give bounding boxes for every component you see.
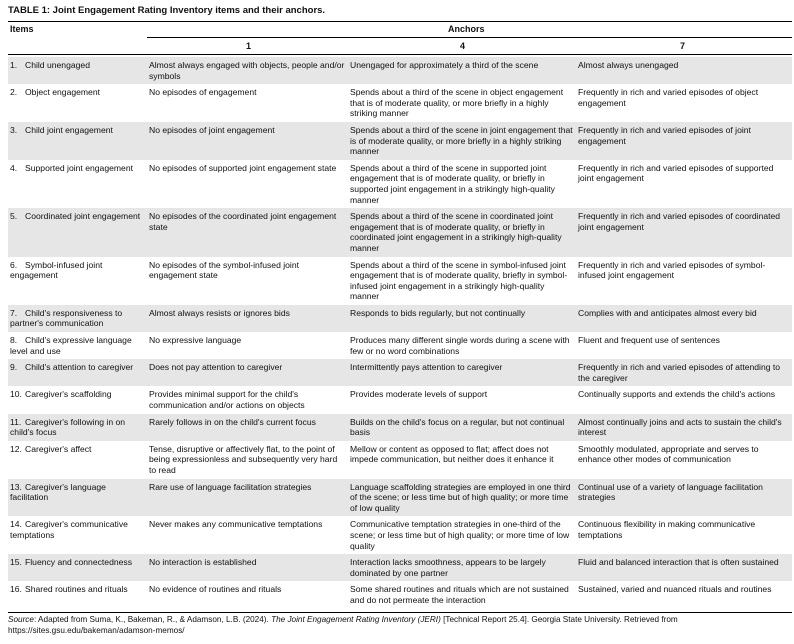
table-caption: TABLE 1: Joint Engagement Rating Inventory items and their anchors. [8, 5, 326, 16]
item-number: 16. [10, 584, 22, 595]
item-label: Child unengaged [25, 60, 90, 70]
item-cell [8, 332, 147, 359]
item-number: 11. [10, 416, 22, 427]
item-label: Symbol-infused joint engagement [10, 259, 103, 281]
anchor-4-cell: Intermittently pays attention to caregiver [348, 359, 576, 386]
source-suffix: [Technical Report 25.4]. Georgia State University. Retrieved from https://sites.gsu.edu/bakeman/adamson-memos/ [8, 615, 678, 635]
anchor-1-cell: No episodes of engagement [149, 87, 257, 98]
item-cell [8, 554, 147, 581]
item-cell [8, 581, 147, 608]
item-label: Child's expressive language level and use [10, 335, 132, 356]
table-body [8, 57, 792, 609]
anchor-1-cell: No episodes of the coordinated joint engagement state [147, 208, 348, 256]
table-row [8, 160, 792, 208]
table-row [8, 479, 792, 517]
anchor-7-cell: Frequently in rich and varied episodes of joint engagement [576, 122, 792, 160]
item-number: 9. [10, 362, 18, 373]
source-note [8, 615, 792, 636]
anchor-4-cell: Produces many different single words during a scene with few or no word combinations [350, 335, 570, 356]
item-cell [8, 479, 147, 517]
item-cell [8, 305, 147, 332]
table-row [8, 516, 792, 554]
item-label: Fluency and connectedness [25, 557, 133, 568]
item-cell [8, 122, 147, 160]
item-cell [8, 57, 147, 84]
anchor-7-cell: Complies with and anticipates almost every bid [576, 305, 792, 332]
anchor-1-cell: Provides minimal support for the child's communication and/or actions on objects [149, 389, 305, 411]
item-number: 7. [10, 307, 18, 318]
anchor-1-cell: Almost always engaged with objects, people and/or symbols [147, 57, 348, 84]
item-cell [8, 441, 147, 479]
item-number: 15. [10, 557, 22, 568]
item-label: Coordinated joint engagement [25, 211, 141, 222]
item-number: 3. [10, 124, 18, 135]
anchor-1-cell: No episodes of the symbol-infused joint engagement state [149, 259, 299, 281]
anchor-4-cell: Spends about a third of the scene in supported joint engagement that is of moderate quality, or briefly in supported joint engagement in a strikingly high-quality manner [350, 162, 555, 205]
anchors-header: Anchors [448, 24, 485, 34]
anchor-1-cell: Never makes any communicative temptations [149, 519, 323, 530]
table-row [8, 57, 792, 84]
anchor-1-cell: Tense, disruptive or affectively flat, to the point of being expressionless and subsequently very hard to read [149, 443, 338, 475]
anchor-4-header: 4 [460, 41, 466, 51]
bottom-rule [8, 612, 792, 613]
anchor-7-cell: Frequently in rich and varied episodes of symbol-infused joint engagement [578, 259, 766, 281]
anchor-7-cell: Fluent and frequent use of sentences [578, 335, 720, 346]
anchor-4-cell: Spends about a third of the scene in symbol-infused joint engagement that is of moderate quality, briefly in symbol-infused joint engagement in a strikingly high-quality manner [350, 259, 568, 302]
anchor-7-header: 7 [680, 41, 686, 51]
anchor-4-cell: Mellow or content as opposed to flat; affect does not impede communication, but neither does it enhance it [350, 443, 554, 465]
anchor-1-cell: No interaction is established [147, 554, 348, 581]
item-number: 12. [10, 443, 22, 454]
anchor-7-cell: Sustained, varied and nuanced rituals and routines [578, 584, 772, 595]
item-label: Caregiver's affect [25, 443, 92, 454]
item-cell [8, 359, 147, 386]
item-cell [8, 516, 147, 554]
anchor-4-cell: Interaction lacks smoothness, appears to be largely dominated by one partner [348, 554, 576, 581]
anchor-1-cell: No expressive language [149, 335, 242, 346]
item-label: Supported joint engagement [25, 162, 133, 173]
anchor-7-cell: Continual use of a variety of language facilitation strategies [576, 479, 792, 517]
source-title: The Joint Engagement Rating Inventory (JERI) [271, 615, 441, 624]
item-number: 6. [10, 259, 18, 270]
table-row [8, 554, 792, 581]
anchor-7-cell: Frequently in rich and varied episodes of supported joint engagement [578, 162, 774, 184]
anchor-1-cell: Does not pay attention to caregiver [147, 359, 348, 386]
anchor-7-cell: Continually supports and extends the child's actions [578, 389, 776, 400]
item-label: Shared routines and rituals [25, 584, 128, 595]
table-row [8, 305, 792, 332]
item-label: Caregiver's scaffolding [25, 389, 112, 400]
anchor-4-cell: Some shared routines and rituals which are not sustained and do not permeate the interaction [350, 584, 569, 605]
anchor-4-cell: Provides moderate levels of support [350, 389, 488, 400]
item-number: 10. [10, 389, 22, 400]
item-cell [8, 84, 147, 122]
item-label: Caregiver's language facilitation [10, 481, 106, 503]
anchor-4-cell: Spends about a third of the scene in object engagement that is of moderate quality, or more briefly in a highly striking manner [350, 87, 564, 119]
anchor-4-cell: Language scaffolding strategies are employed in one third of the scene; or less time but of high quality; or more time of low quality [348, 479, 576, 517]
anchor-1-cell: Rarely follows in on the child's current focus [147, 414, 348, 441]
anchor-4-cell: Communicative temptation strategies in one-third of the scene; or less time but of high quality; or more time of low quality [350, 519, 570, 551]
item-cell [8, 386, 147, 413]
anchor-4-cell: Builds on the child's focus on a regular, but not continual basis [348, 414, 576, 441]
table-row [8, 359, 792, 386]
table-row [8, 84, 792, 122]
anchor-7-cell: Almost always unengaged [576, 57, 792, 84]
table-row [8, 386, 792, 413]
jeri-table [8, 57, 792, 609]
table-row [8, 332, 792, 359]
item-number: 13. [10, 481, 22, 492]
item-number: 5. [10, 211, 18, 222]
anchor-7-cell: Frequently in rich and varied episodes of coordinated joint engagement [576, 208, 792, 256]
anchor-1-cell: Rare use of language facilitation strategies [147, 479, 348, 517]
item-number: 8. [10, 335, 18, 346]
anchor-4-cell: Spends about a third of the scene in joint engagement that is of moderate quality, or more briefly in a highly striking manner [348, 122, 576, 160]
item-label: Caregiver's following in on child's focus [10, 416, 126, 438]
top-rule [8, 21, 792, 22]
item-number: 4. [10, 162, 18, 173]
item-number: 2. [10, 87, 18, 98]
anchor-7-cell: Fluid and balanced interaction that is often sustained [576, 554, 792, 581]
items-column-header: Items [10, 24, 34, 34]
anchor-1-cell: No evidence of routines and rituals [149, 584, 282, 595]
anchor-4-cell: Spends about a third of the scene in coordinated joint engagement that is of moderate quality, or briefly in coordinated joint engagement in a strikingly high-quality manner [348, 208, 576, 256]
anchors-rule [147, 37, 792, 38]
item-cell [8, 160, 147, 208]
header-rule [8, 54, 792, 55]
anchor-7-cell: Frequently in rich and varied episodes of object engagement [578, 87, 759, 108]
item-label: Caregiver's communicative temptations [10, 519, 128, 540]
anchor-4-cell: Responds to bids regularly, but not continually [348, 305, 576, 332]
item-number: 14. [10, 519, 22, 530]
item-cell [8, 208, 147, 256]
anchor-1-cell: No episodes of joint engagement [147, 122, 348, 160]
item-label: Child's attention to caregiver [25, 362, 134, 373]
table-row [8, 581, 792, 608]
table-row [8, 441, 792, 479]
anchor-7-cell: Continuous flexibility in making communicative temptations [578, 519, 756, 540]
item-cell [8, 257, 147, 305]
item-number: 1. [10, 60, 18, 70]
anchor-1-header: 1 [246, 41, 252, 51]
source-label: Source [8, 615, 34, 624]
anchor-4-cell: Unengaged for approximately a third of the scene [348, 57, 576, 84]
anchor-1-cell: No episodes of supported joint engagement state [149, 162, 337, 173]
anchor-7-cell: Almost continually joins and acts to sustain the child's interest [576, 414, 792, 441]
table-row [8, 257, 792, 305]
item-label: Child's responsiveness to partner's communication [10, 307, 123, 329]
item-label: Child joint engagement [25, 124, 113, 135]
source-prefix: : Adapted from Suma, K., Bakeman, R., & Adamson, L.B. (2024). [33, 615, 272, 624]
table-row [8, 208, 792, 256]
anchor-7-cell: Frequently in rich and varied episodes of attending to the caregiver [576, 359, 792, 386]
table-row [8, 122, 792, 160]
item-label: Object engagement [25, 87, 101, 98]
table-row [8, 414, 792, 441]
anchor-7-cell: Smoothly modulated, appropriate and serves to enhance other modes of communication [578, 443, 759, 465]
anchor-1-cell: Almost always resists or ignores bids [147, 305, 348, 332]
item-cell [8, 414, 147, 441]
